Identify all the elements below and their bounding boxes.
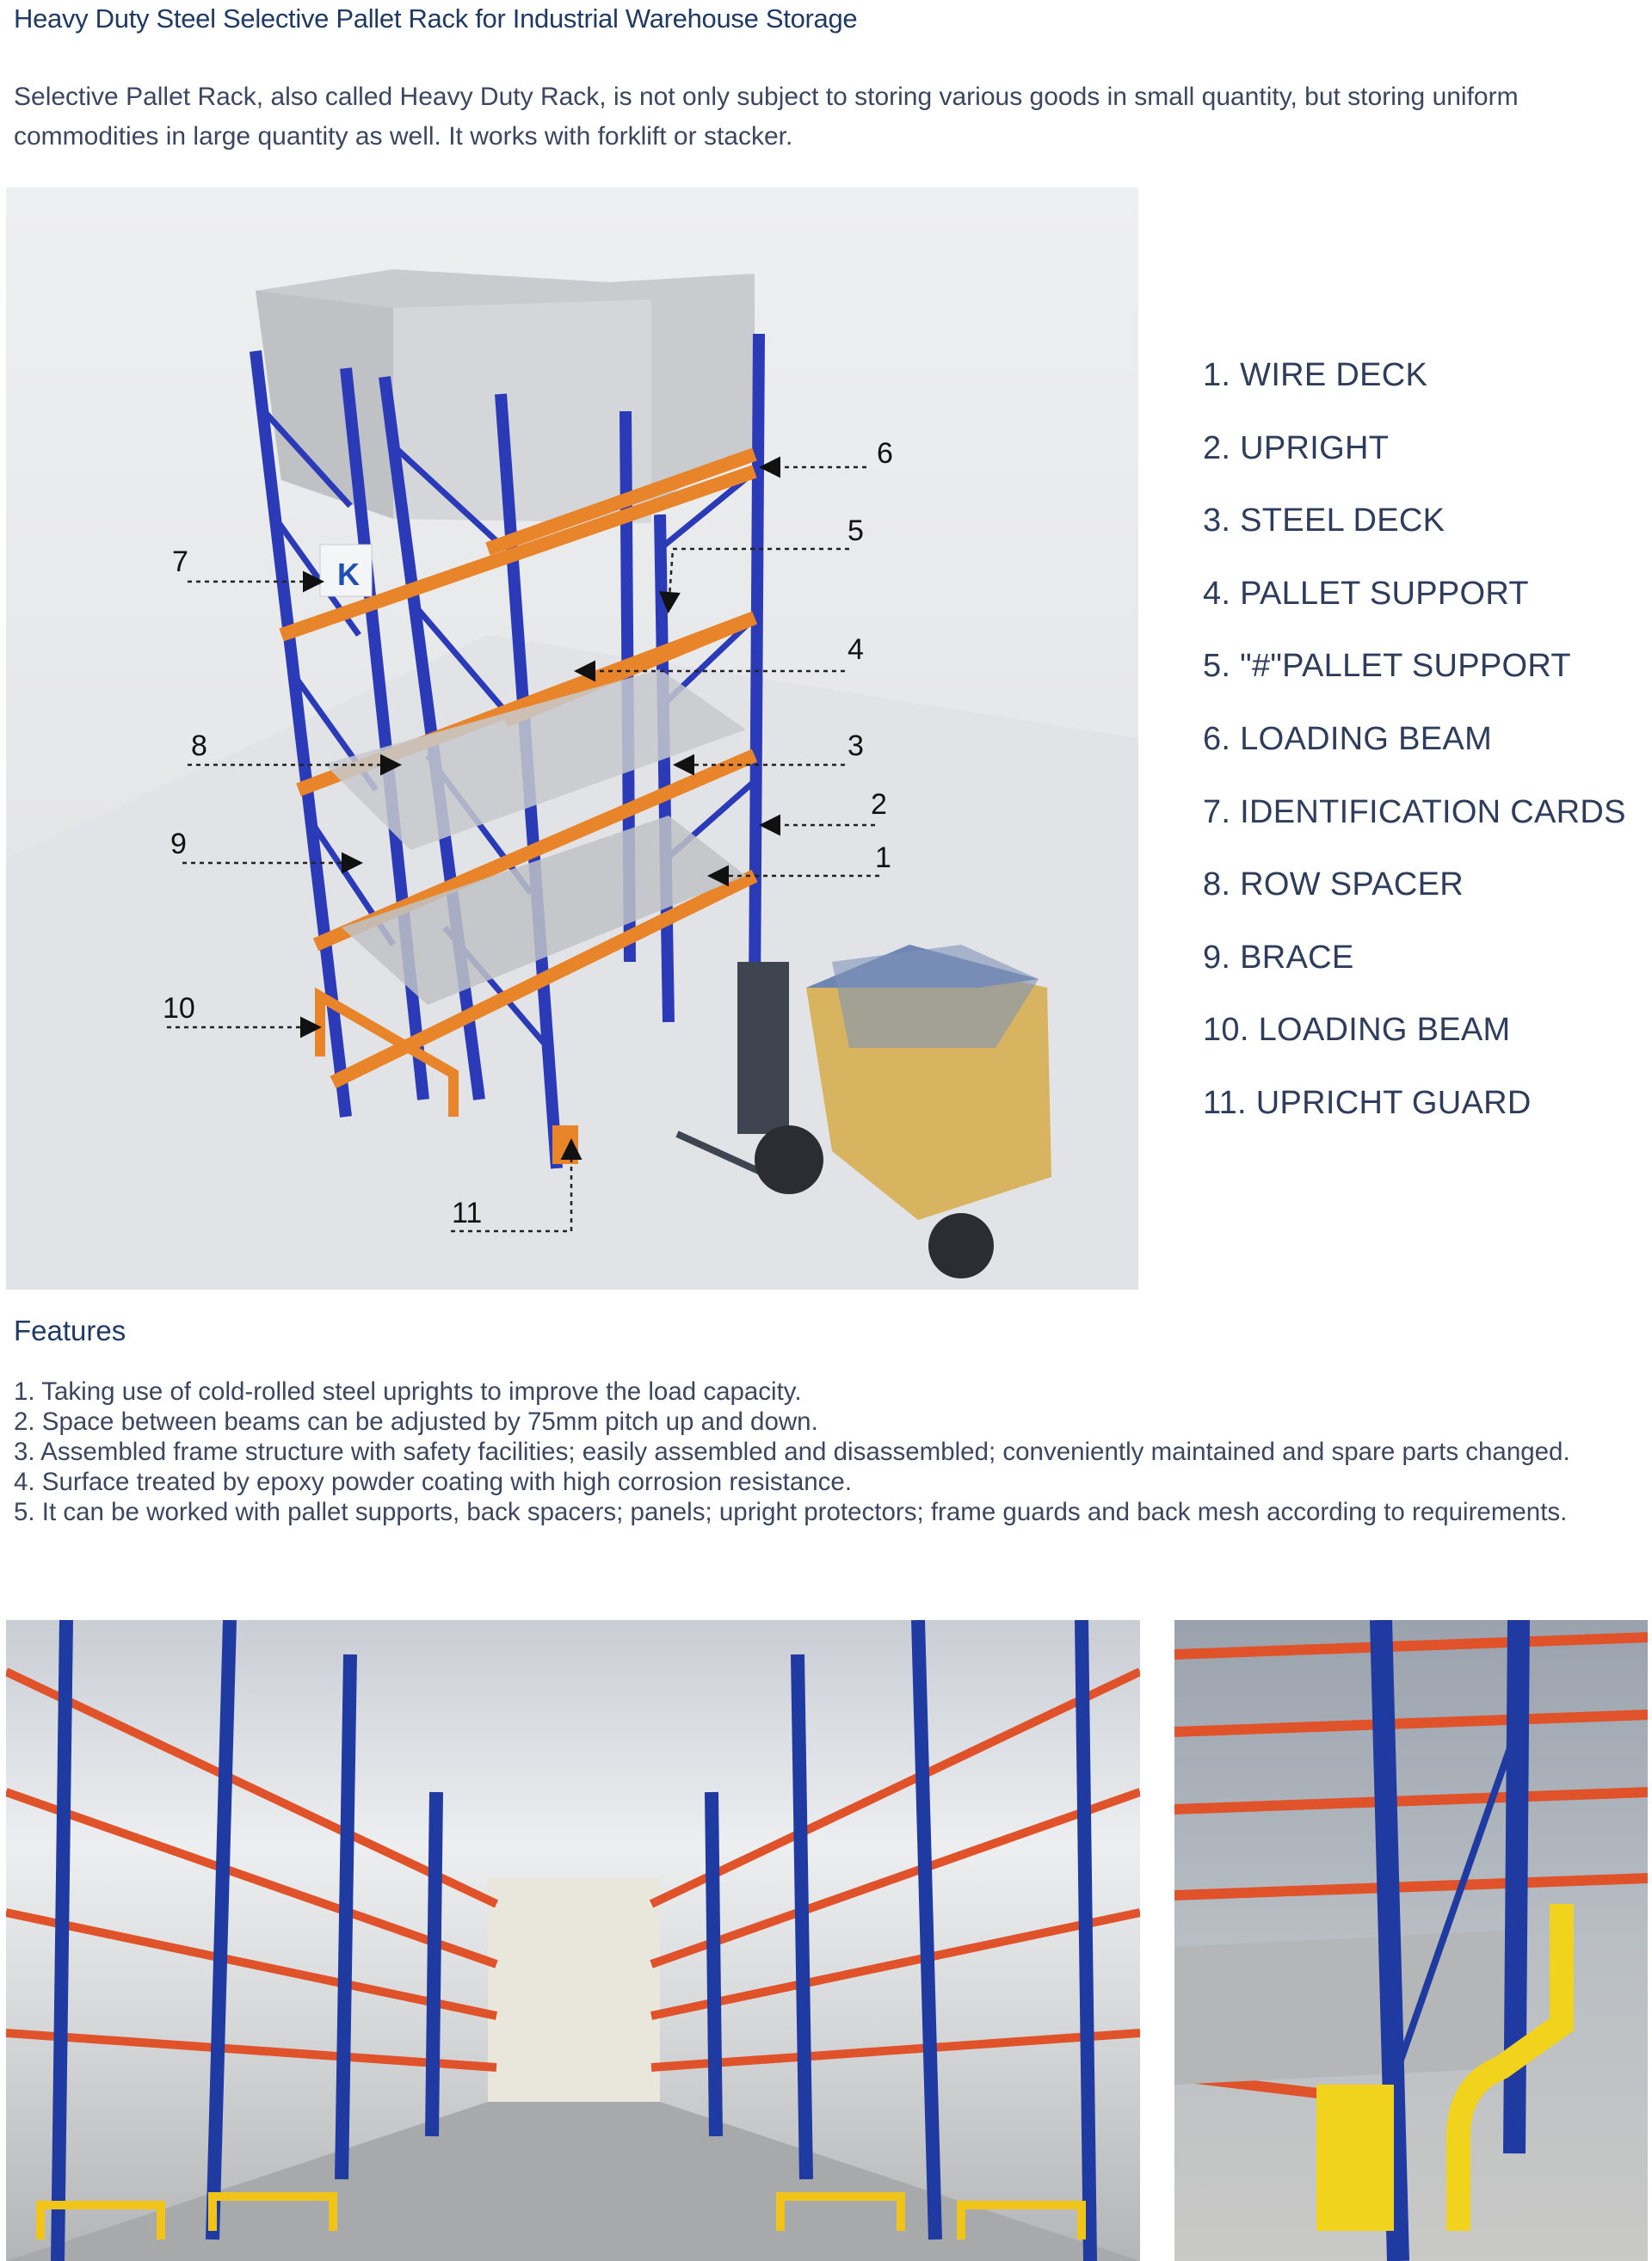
legend-item: 2. UPRIGHT	[1203, 429, 1390, 466]
legend-item: 5. "#"PALLET SUPPORT	[1203, 648, 1571, 685]
legend-item: 8. ROW SPACER	[1203, 866, 1464, 903]
legend-item: 6. LOADING BEAM	[1203, 720, 1493, 757]
intro-paragraph: Selective Pallet Rack, also called Heavy Duty Rack, is not only subject to storing various goods in small quantity, but storing uniform commodities in large quantity as well. It works with forklift or stacker.	[14, 83, 1519, 151]
legend-item: 4. PALLET SUPPORT	[1203, 575, 1529, 612]
callout-8: 8	[191, 730, 207, 762]
feature-item: 2. Space between beams can be adjusted by 75mm pitch up and down.	[14, 1408, 818, 1436]
features-list	[14, 1377, 1631, 1527]
legend-item: 1. WIRE DECK	[1203, 357, 1428, 393]
legend-item: 3. STEEL DECK	[1203, 502, 1446, 539]
features-heading: Features	[14, 1315, 126, 1346]
legend-item: 9. BRACE	[1203, 939, 1354, 976]
legend-item: 7. IDENTIFICATION CARDS	[1203, 793, 1626, 830]
feature-item: 5. It can be worked with pallet supports, back spacers; panels; upright protectors; frame guards and back mesh according to requirements.	[14, 1498, 1568, 1526]
component-legend	[1203, 353, 1626, 1154]
feature-item: 1. Taking use of cold-rolled steel uprights to improve the load capacity.	[14, 1377, 802, 1406]
feature-item: 3. Assembled frame structure with safety facilities; easily assembled and disassembled; conveniently maintained and spare parts changed.	[14, 1438, 1570, 1466]
callout-2: 2	[871, 788, 887, 821]
callout-9: 9	[170, 828, 187, 860]
page-title: Heavy Duty Steel Selective Pallet Rack for Industrial Warehouse Storage	[14, 3, 858, 34]
legend-item: 10. LOADING BEAM	[1203, 1012, 1511, 1049]
callout-6: 6	[877, 437, 893, 470]
callout-5: 5	[848, 514, 864, 547]
callout-7: 7	[172, 545, 188, 578]
upright-guard-photo	[1174, 1620, 1648, 2261]
pallet-rack-diagram	[6, 188, 1138, 1290]
warehouse-aisle-photo	[6, 1620, 1140, 2261]
callout-4: 4	[848, 633, 864, 666]
callout-10: 10	[163, 992, 195, 1025]
callout-1: 1	[875, 841, 891, 874]
legend-item: 11. UPRICHT GUARD	[1203, 1084, 1532, 1121]
callout-11: 11	[452, 1197, 483, 1229]
feature-item: 4. Surface treated by epoxy powder coating with high corrosion resistance.	[14, 1468, 853, 1496]
callout-3: 3	[848, 730, 864, 762]
id-card-letter: K	[337, 557, 360, 592]
